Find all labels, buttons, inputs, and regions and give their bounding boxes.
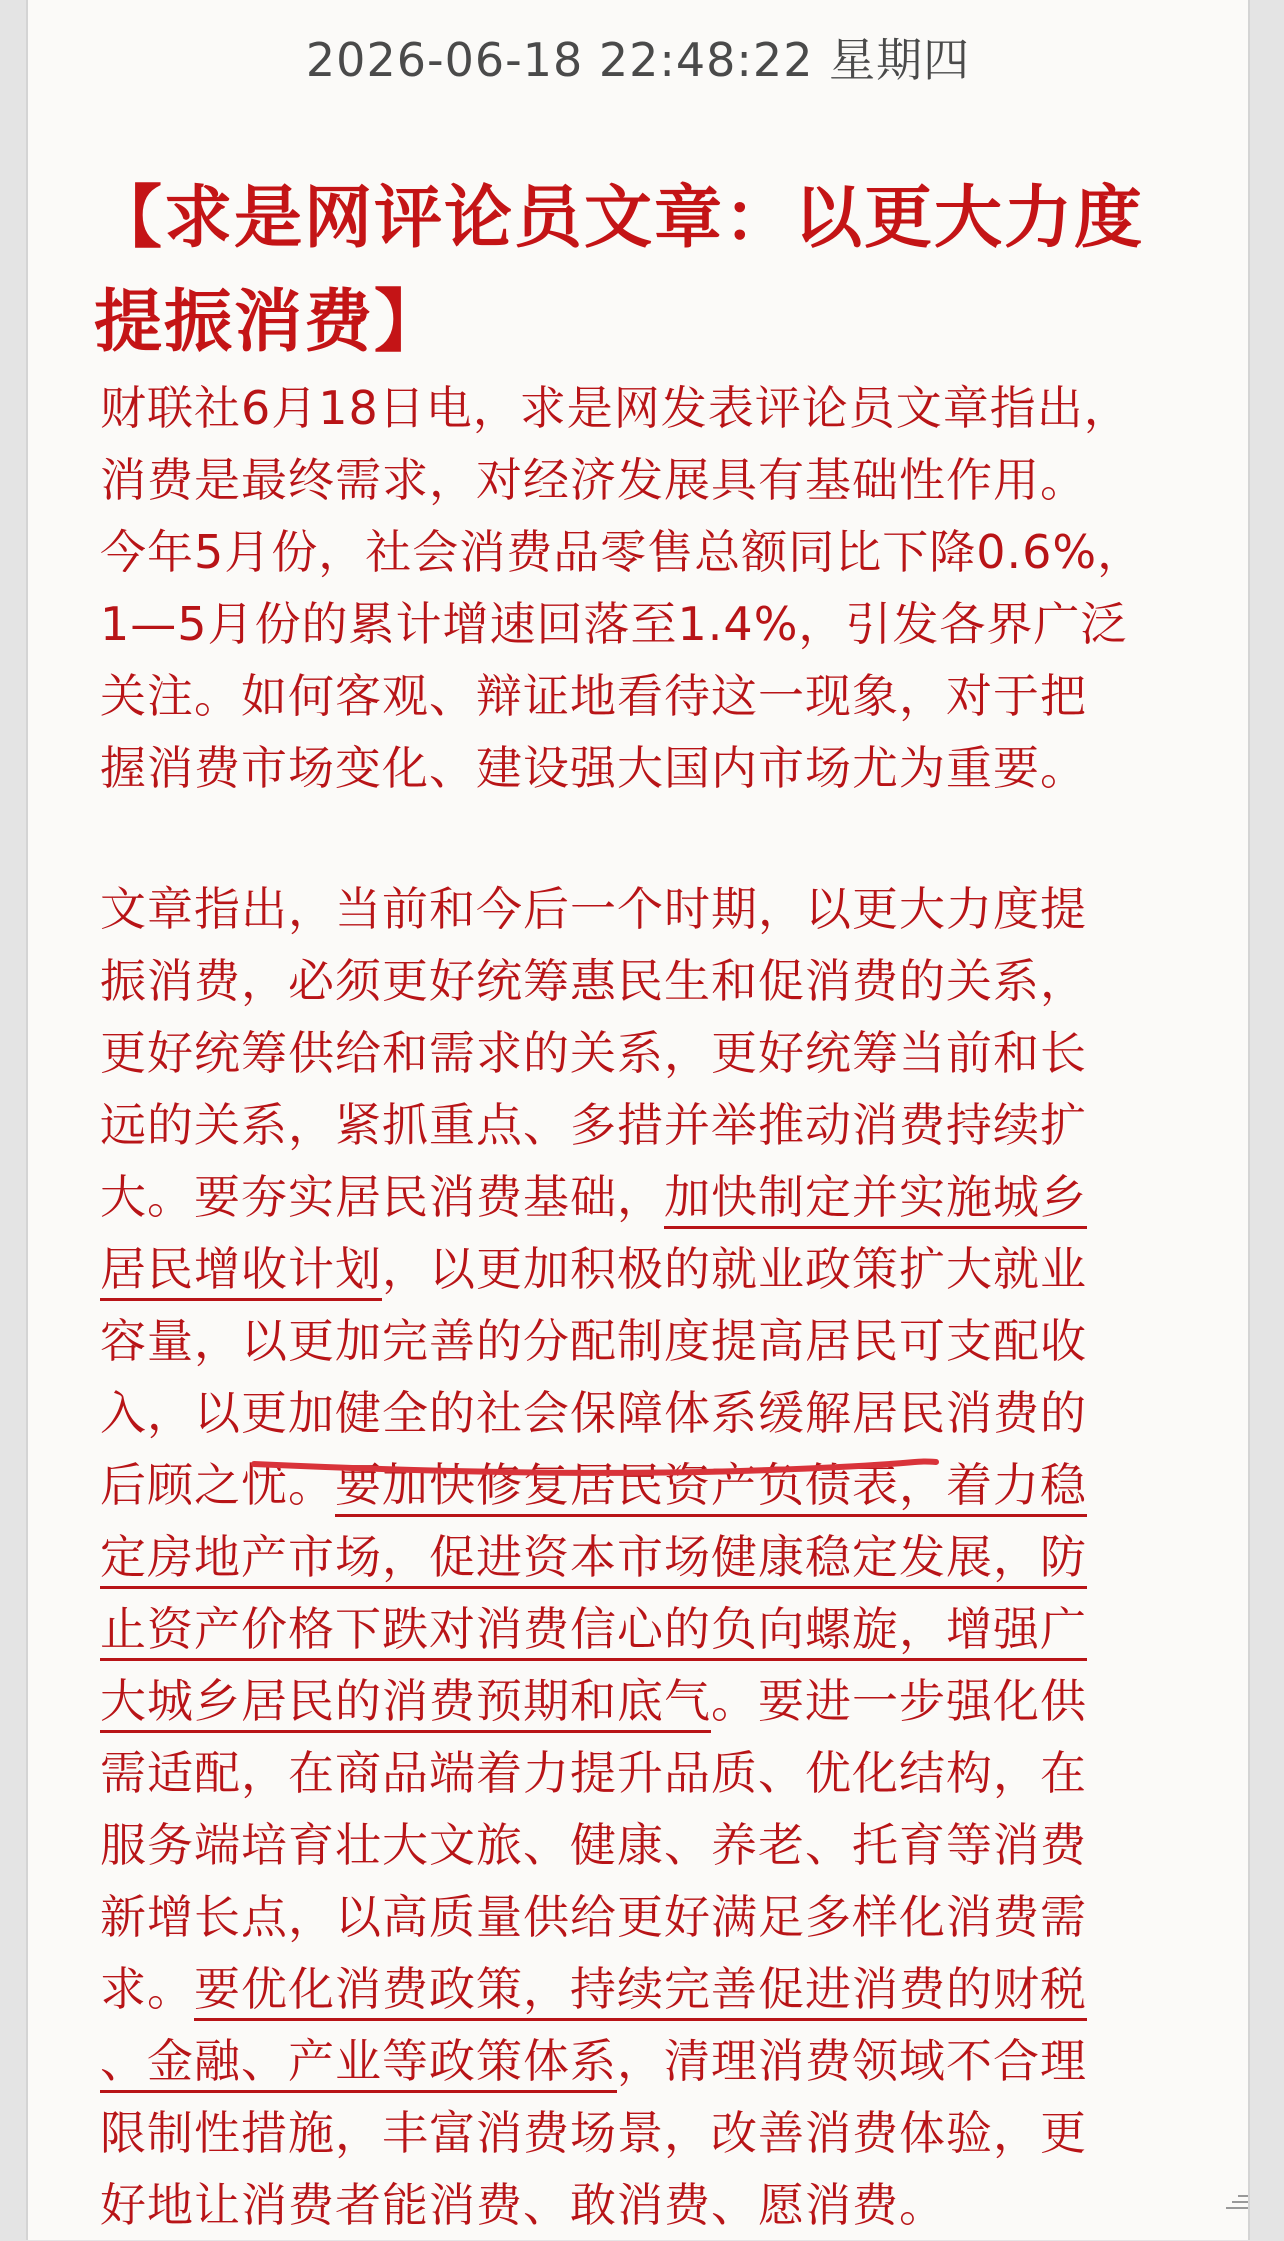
text-line: 消费是最终需求，对经济发展具有基础性作用。 [100, 444, 1215, 516]
scroll-handle[interactable] [1224, 2190, 1250, 2216]
underlined-text: 止资产价格下跌对消费信心的负向螺旋，增强广 [100, 1602, 1087, 1661]
underlined-text: 要加快修复居民资产负债表，着力稳 [335, 1458, 1087, 1517]
text-line: 财联社6月18日电，求是网发表评论员文章指出， [100, 372, 1215, 444]
handdrawn-underline-stroke [250, 1456, 940, 1496]
text-line: 振消费，必须更好统筹惠民生和促消费的关系， [100, 945, 1215, 1017]
title-line-2: 提振消费】 [94, 270, 1224, 374]
text-line: 容量，以更加完善的分配制度提高居民可支配收 [100, 1305, 1215, 1377]
timestamp: 2026-06-18 22:48:22 星期四 [28, 24, 1248, 90]
text-segment: 求。 [100, 1962, 194, 2016]
text-line: 需适配，在商品端着力提升品质、优化结构，在 [100, 1737, 1215, 1809]
grip-icon [1224, 2190, 1250, 2210]
article-title [94, 166, 1224, 374]
text-line: 入，以更加健全的社会保障体系缓解居民消费的 [100, 1377, 1215, 1449]
text-line [100, 2025, 1215, 2097]
text-line: 更好统筹供给和需求的关系，更好统筹当前和长 [100, 1017, 1215, 1089]
text-line [100, 1593, 1215, 1665]
underlined-text: 、金融、产业等政策体系 [100, 2034, 617, 2093]
text-line: 关注。如何客观、辩证地看待这一现象，对于把 [100, 660, 1215, 732]
text-line [100, 1161, 1215, 1233]
text-line [100, 1233, 1215, 1305]
text-segment: ，以更加积极的就业政策扩大就业 [382, 1242, 1087, 1296]
text-line [100, 1521, 1215, 1593]
paragraph-2 [100, 873, 1215, 2241]
text-segment: 后顾之忧。 [100, 1458, 335, 1512]
text-line: 握消费市场变化、建设强大国内市场尤为重要。 [100, 732, 1215, 804]
text-line [100, 1953, 1215, 2025]
paragraph-1 [100, 372, 1215, 804]
underlined-text: 要优化消费政策，持续完善促进消费的财税 [194, 1962, 1087, 2021]
text-line: 好地让消费者能消费、敢消费、愿消费。 [100, 2169, 1215, 2241]
text-line: 今年5月份，社会消费品零售总额同比下降0.6%， [100, 516, 1215, 588]
text-line [100, 1665, 1215, 1737]
text-line: 新增长点，以高质量供给更好满足多样化消费需 [100, 1881, 1215, 1953]
underlined-text: 大城乡居民的消费预期和底气 [100, 1674, 711, 1733]
text-line: 远的关系，紧抓重点、多措并举推动消费持续扩 [100, 1089, 1215, 1161]
text-line: 限制性措施，丰富消费场景，改善消费体验，更 [100, 2097, 1215, 2169]
underlined-text: 定房地产市场，促进资本市场健康稳定发展，防 [100, 1530, 1087, 1589]
text-segment: ，清理消费领域不合理 [617, 2034, 1087, 2088]
text-segment: 大。要夯实居民消费基础， [100, 1170, 664, 1224]
title-line-1: 【求是网评论员文章：以更大力度 [94, 166, 1224, 270]
underlined-text: 加快制定并实施城乡 [664, 1170, 1087, 1229]
highlight-stroke [254, 1461, 936, 1472]
text-segment: 。要进一步强化供 [711, 1674, 1087, 1728]
text-line: 服务端培育壮大文旅、健康、养老、托育等消费 [100, 1809, 1215, 1881]
underlined-text: 居民增收计划 [100, 1242, 382, 1301]
text-line: 1—5月份的累计增速回落至1.4%，引发各界广泛 [100, 588, 1215, 660]
text-line: 文章指出，当前和今后一个时期，以更大力度提 [100, 873, 1215, 945]
